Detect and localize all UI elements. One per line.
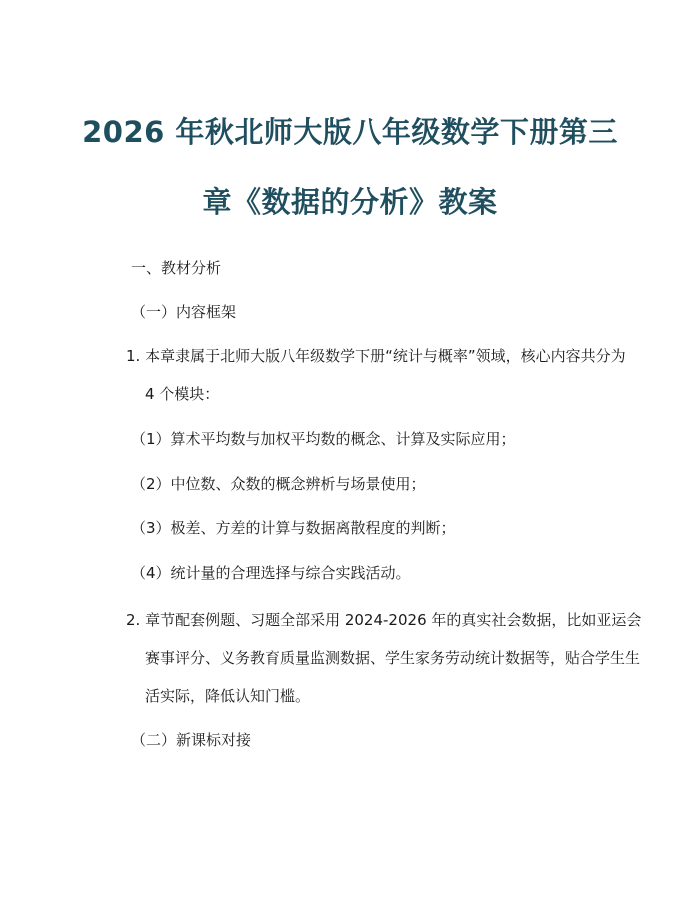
document-title-line-1: 2026 年秋北师大版八年级数学下册第三 — [82, 115, 618, 149]
module-item-3: （3）极差、方差的计算与数据离散程度的判断； — [131, 519, 456, 537]
list-item-2-line-3: 活实际，降低认知门槛。 — [145, 687, 311, 705]
list-item-1-line-2: 4 个模块： — [145, 385, 220, 403]
module-item-4: （4）统计量的合理选择与综合实践活动。 — [131, 564, 411, 582]
section-heading-textbook-analysis: 一、教材分析 — [131, 259, 222, 277]
module-item-2: （2）中位数、众数的概念辨析与场景使用； — [131, 475, 426, 493]
module-item-1: （1）算术平均数与加权平均数的概念、计算及实际应用； — [131, 430, 516, 448]
subsection-heading-content-framework: （一）内容框架 — [131, 303, 237, 321]
subsection-heading-new-curriculum: （二）新课标对接 — [131, 731, 252, 749]
list-item-1-line-1: 1. 本章隶属于北师大版八年级数学下册“统计与概率”领域，核心内容共分为 — [126, 347, 626, 365]
list-item-2-line-2: 赛事评分、义务教育质量监测数据、学生家务劳动统计数据等，贴合学生生 — [145, 649, 641, 667]
list-item-2-line-1: 2. 章节配套例题、习题全部采用 2024-2026 年的真实社会数据，比如亚运会 — [126, 611, 642, 629]
document-title-line-2: 章《数据的分析》教案 — [202, 185, 498, 219]
